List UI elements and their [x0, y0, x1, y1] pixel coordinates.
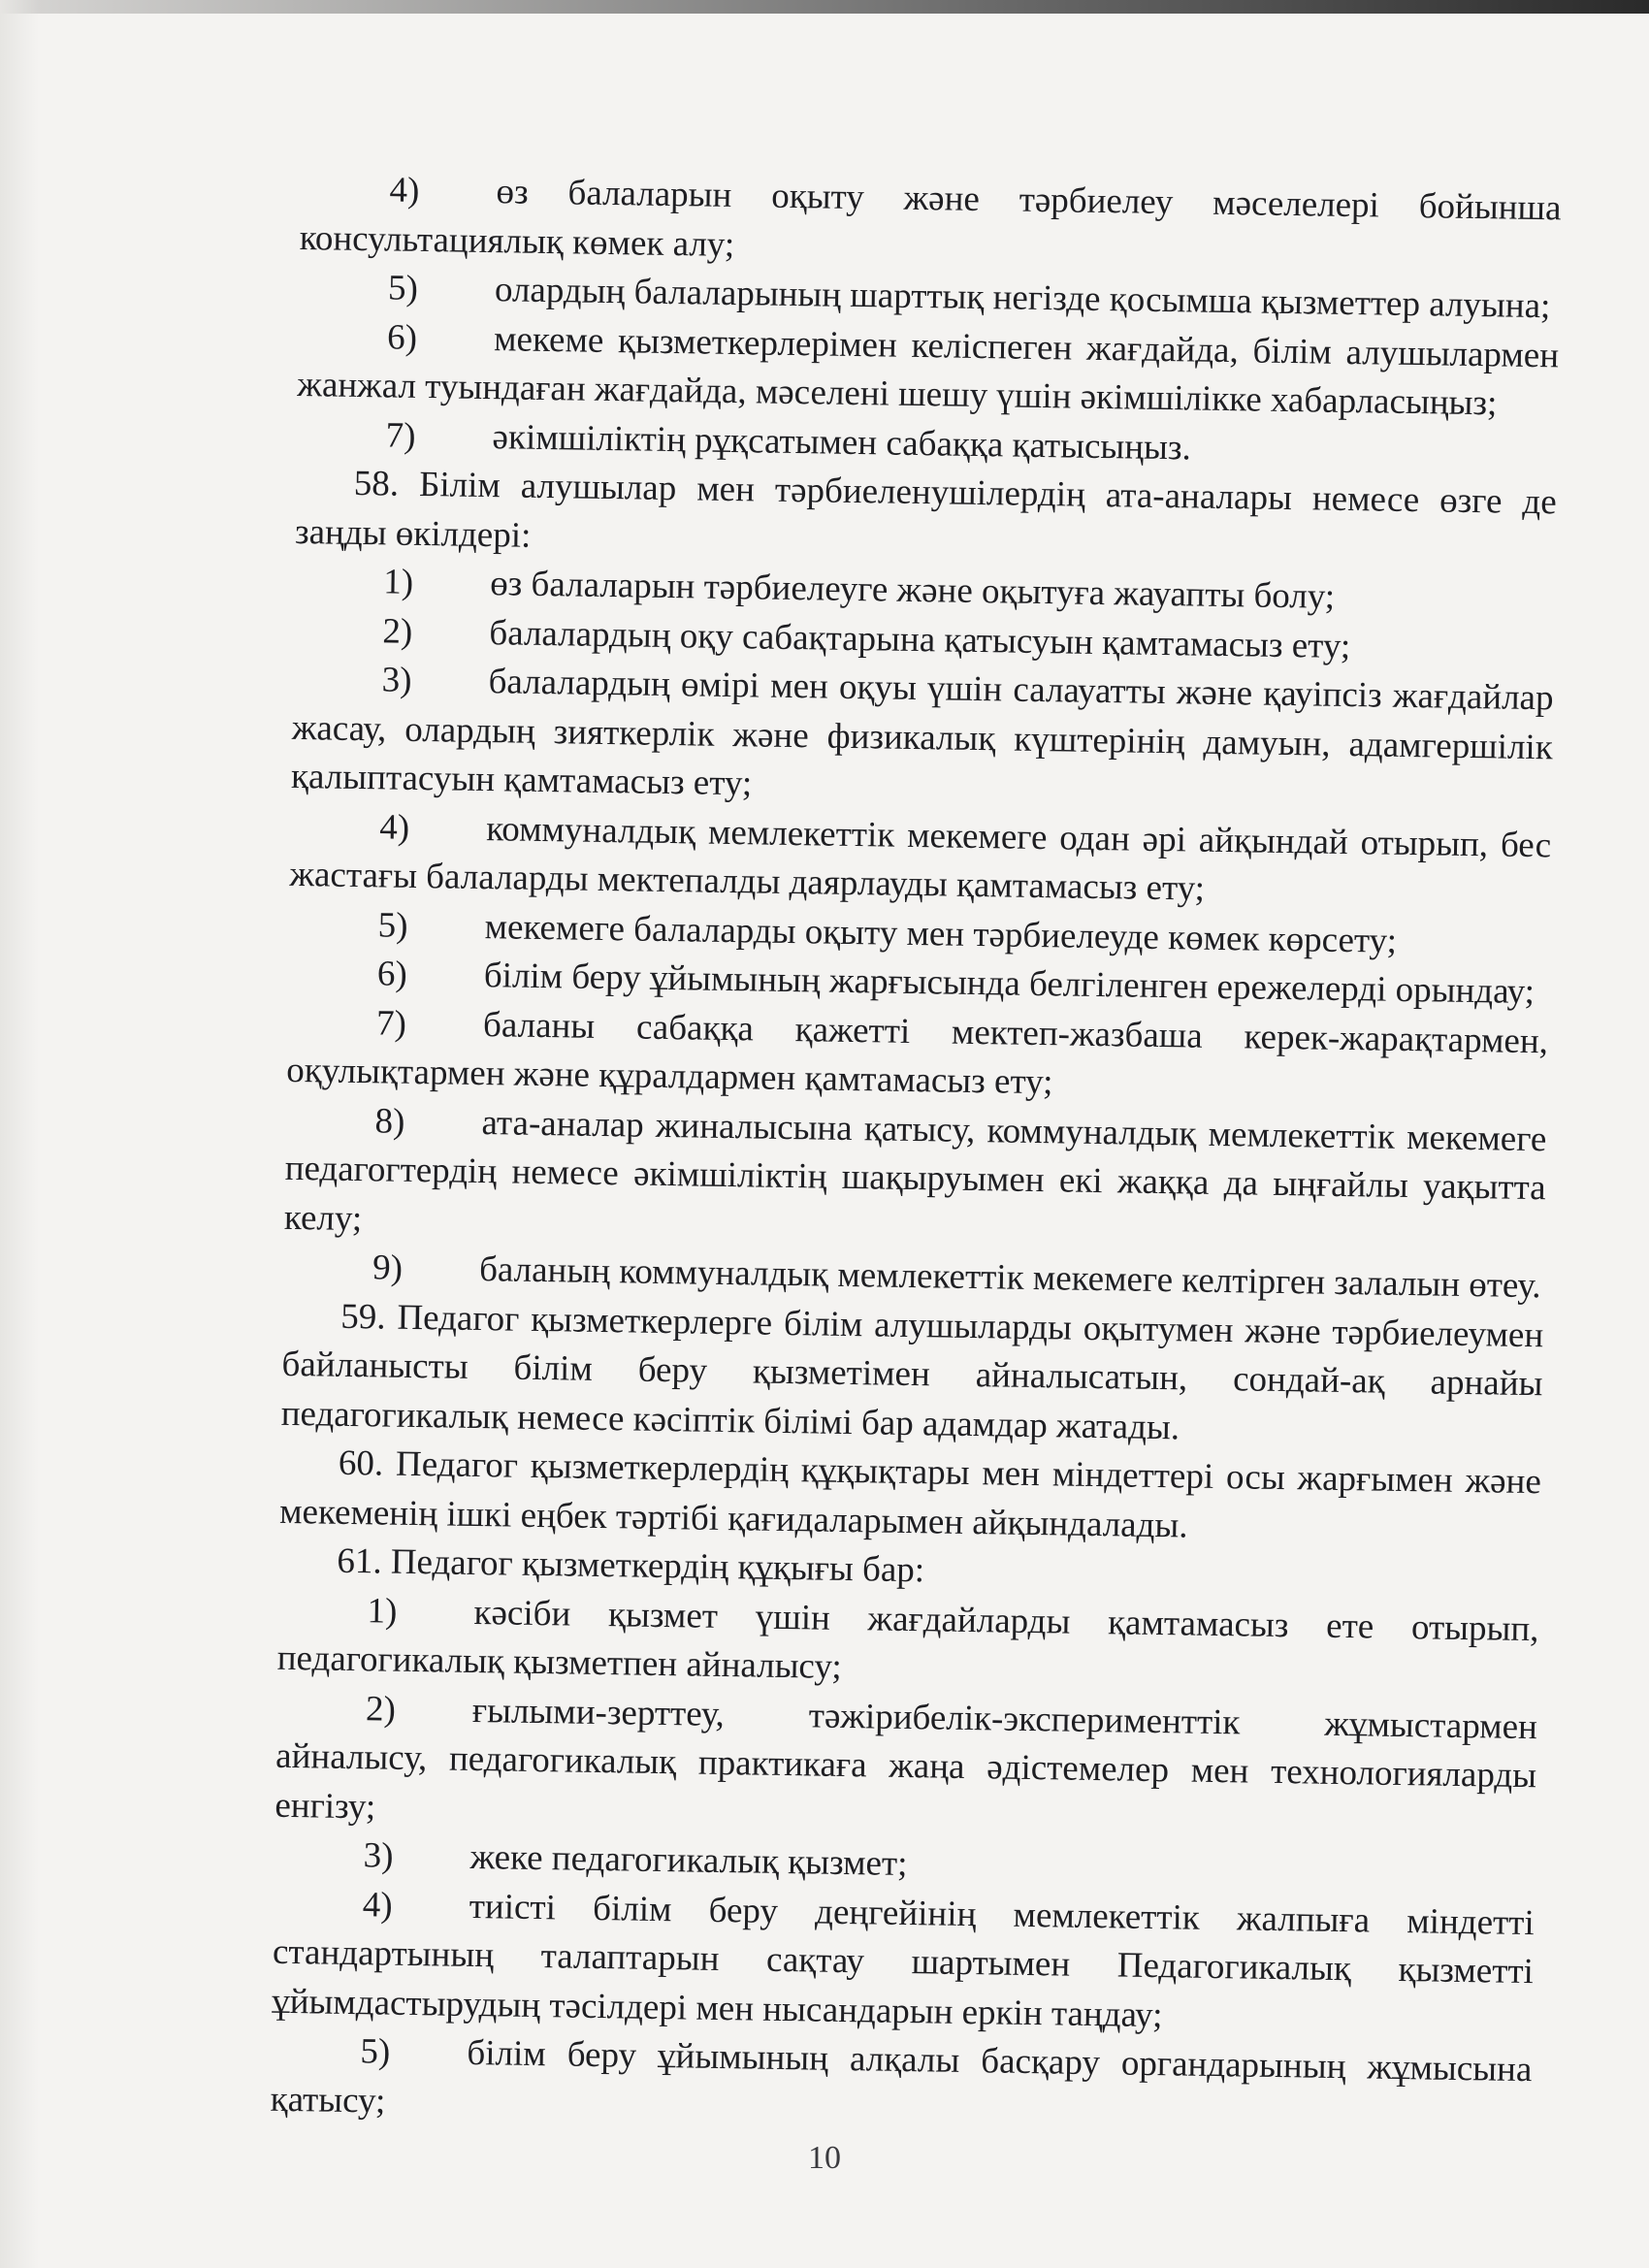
- item-text: мекеме қызметкерлерімен келіспеген жағдайда, білім алушылармен жанжал туындаған жағдайда, мәселені шешу үшін әкімшілікке хабарласыңыз;: [297, 318, 1560, 424]
- item-text: жеке педагогикалық қызмет;: [469, 1836, 908, 1885]
- clause-number: 61.: [337, 1540, 382, 1582]
- scan-top-edge: [0, 0, 1649, 14]
- item-number: 1): [367, 1590, 398, 1632]
- clause-number: 58.: [353, 463, 400, 504]
- paragraph-item-8-meetings: [284, 1095, 1547, 1262]
- item-text: өз балаларын оқыту және тәрбиелеу мәселелері бойынша консультациялық көмек алу;: [299, 172, 1562, 265]
- item-number: 1): [382, 562, 414, 602]
- item-number: 4): [389, 170, 420, 211]
- item-text: балалардың өмірі мен оқуы үшін салауатты және қауіпсіз жағдайлар жасау, олардың зияткерлік және физикалық күштерінің дамуын, адамгершілік қалыптасуын қамтамасыз ету;: [290, 662, 1554, 804]
- paragraph-item-2-research: [275, 1683, 1537, 1850]
- item-number: 3): [381, 660, 412, 700]
- item-text: балалардың оқу сабақтарына қатысуын қамтамасыз ету;: [489, 612, 1351, 666]
- item-number: 6): [386, 316, 418, 358]
- item-number: 9): [372, 1247, 404, 1288]
- item-text: олардың балаларының шарттық негізде қосымша қызметтер алуына;: [494, 270, 1551, 327]
- item-number: 2): [382, 610, 413, 652]
- item-number: 6): [376, 954, 408, 994]
- item-text: кәсіби қызмет үшін жағдайларды қамтамасыз ете отырып, педагогикалық қызметпен айналысу;: [276, 1592, 1539, 1687]
- page-number: 10: [808, 2140, 841, 2176]
- paragraph-item-3-safe-conditions: [291, 655, 1554, 822]
- item-text: әкімшіліктің рұқсатымен сабаққа қатысыңыз.: [492, 416, 1192, 468]
- clause-text: Білім алушылар мен тәрбиеленушілердің ата-аналары немесе өзге де заңды өкілдері:: [294, 464, 1558, 556]
- item-text: өз балаларын тәрбиелеуге және оқытуға жауапты болу;: [489, 564, 1336, 617]
- item-text: баланы сабаққа қажетті мектеп-жазбаша керек-жарақтармен, оқулықтармен және құралдармен қамтамасыз ету;: [286, 1004, 1549, 1103]
- item-number: 7): [375, 1002, 407, 1044]
- clause-text: Педагог қызметкерлерге білім алушыларды оқытумен және тәрбиелеумен байланысты білім беру қызметімен айналысатын, сондай-ақ арнайы педагогикалық немесе кәсіптік білімі бар адамдар жатады.: [280, 1297, 1544, 1447]
- paragraph-item-5-governance: [270, 2026, 1532, 2144]
- clause-text: Педагог қызметкерлердің құқықтары мен міндеттері осы жарғымен және мекеменің ішкі еңбек тәртібі қағидаларымен айқындалады.: [278, 1443, 1542, 1546]
- scan-left-shadow: [0, 0, 39, 2268]
- item-text: ата-аналар жиналысына қатысу, коммуналдық мемлекеттік мекемеге педагогтердің немесе әкімшіліктің шақыруымен екі жаққа да ыңғайлы уақытта келу;: [283, 1102, 1547, 1239]
- item-text: тиісті білім беру деңгейінің мемлекеттік жалпыға міндетті стандартының талаптарын сақтау шартымен Педагогикалық қызметті ұйымдастырудың тәсілдері мен нысандарын еркін таңдау;: [271, 1886, 1536, 2035]
- item-number: 7): [385, 414, 416, 456]
- item-number: 5): [377, 904, 408, 946]
- item-number: 3): [363, 1835, 394, 1876]
- item-text: баланың коммуналдық мемлекеттік мекемеге келтірген залалын өтеу.: [478, 1249, 1541, 1307]
- item-text: білім беру ұйымының алқалы басқару органдарының жұмысына қатысу;: [270, 2032, 1533, 2122]
- item-text: ғылыми-зерттеу, тәжірибелік-эксперименттік жұмыстармен айналысу, педагогикалық практикаға жаңа әдістемелер мен технологияларды енгізу;: [275, 1690, 1538, 1827]
- clause-number: 59.: [340, 1296, 386, 1338]
- item-text: коммуналдық мемлекеттік мекемеге одан әрі айқындай отырып, бес жастағы балаларды мектепалды даярлауды қамтамасыз ету;: [289, 808, 1552, 909]
- clause-59: [280, 1291, 1543, 1458]
- item-number: 5): [360, 2031, 391, 2072]
- item-number: 8): [374, 1100, 405, 1142]
- item-number: 5): [387, 268, 419, 308]
- clause-number: 60.: [338, 1442, 384, 1484]
- item-number: 2): [365, 1688, 397, 1730]
- clause-text: Педагог қызметкердің құқығы бар:: [390, 1541, 925, 1591]
- item-number: 4): [362, 1884, 393, 1926]
- paragraph-item-4-free-choice: [272, 1879, 1535, 2046]
- document-body: [270, 165, 1562, 2144]
- item-text: білім беру ұйымының жарғысында белгіленген ережелерді орындау;: [483, 956, 1536, 1013]
- item-number: 4): [378, 806, 410, 848]
- item-text: мекемеге балаларды оқыту мен тәрбиелеуде көмек көрсету;: [484, 906, 1398, 961]
